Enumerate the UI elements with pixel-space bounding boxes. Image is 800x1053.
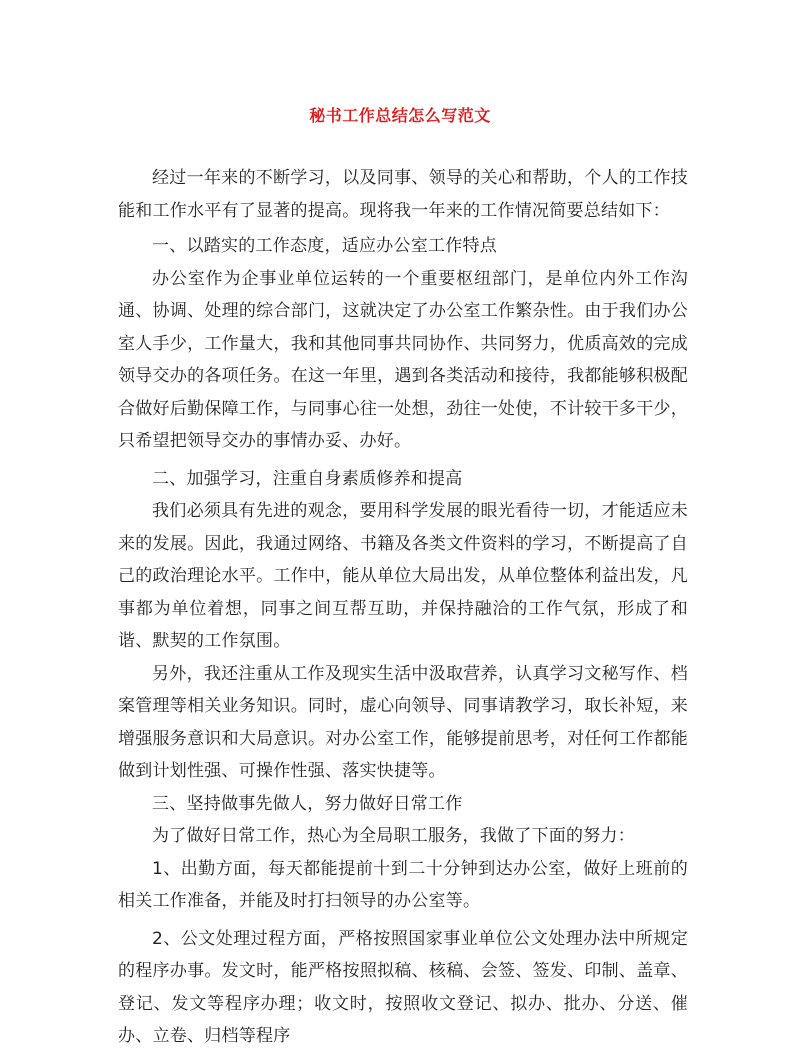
section-heading-3: 三、坚持做事先做人，努力做好日常工作 xyxy=(152,793,463,814)
intro-paragraph: 经过一年来的不断学习，以及同事、领导的关心和帮助，个人的工作技能和工作水平有了显著的提高。现将我一年来的工作情况简要总结如下： xyxy=(118,168,688,221)
list-item-2: 2、公文处理过程方面，严格按照国家事业单位公文处理办法中所规定的程序办事。发文时，能严格按照拟稿、核稿、会签、签发、印制、盖章、登记、发文等程序办理；收文时，按照收文登记、拟办、批办、分送、催办、立卷、归档等程序 xyxy=(118,928,688,1046)
list-item-1: 1、出勤方面，每天都能提前十到二十分钟到达办公室，做好上班前的相关工作准备，并能及时打扫领导的办公室等。 xyxy=(118,858,688,911)
section-2-paragraph-2: 另外，我还注重从工作及现实生活中汲取营养，认真学习文秘写作、档案管理等相关业务知识。同时，虚心向领导、同事请教学习，取长补短，来增强服务意识和大局意识。对办公室工作，能够提前思考，对任何工作都能做到计划性强、可操作性强、落实快捷等。 xyxy=(118,663,688,781)
document-body xyxy=(118,162,688,1053)
document-title: 秘书工作总结怎么写范文 xyxy=(309,106,491,125)
section-heading-2: 二、加强学习，注重自身素质修养和提高 xyxy=(152,468,463,489)
section-3-intro-paragraph: 为了做好日常工作，热心为全局职工服务，我做了下面的努力： xyxy=(152,826,635,846)
section-heading-1: 一、以踏实的工作态度，适应办公室工作特点 xyxy=(152,236,497,256)
section-2-paragraph-1: 我们必须具有先进的观念，要用科学发展的眼光看待一切，才能适应未来的发展。因此，我通过网络、书籍及各类文件资料的学习，不断提高了自己的政治理论水平。工作中，能从单位大局出发，从单位整体利益出发，凡事都为单位着想，同事之间互帮互助，并保持融洽的工作气氛，形成了和谐、默契的工作氛围。 xyxy=(118,501,688,651)
section-1-paragraph: 办公室作为企事业单位运转的一个重要枢纽部门，是单位内外工作沟通、协调、处理的综合部门，这就决定了办公室工作繁杂性。由于我们办公室人手少，工作量大，我和其他同事共同协作、共同努力，优质高效的完成领导交办的各项任务。在这一年里，遇到各类活动和接待，我都能够积极配合做好后勤保障工作，与同事心往一处想，劲往一处使，不计较干多干少，只希望把领导交办的事情办妥、办好。 xyxy=(118,268,688,451)
